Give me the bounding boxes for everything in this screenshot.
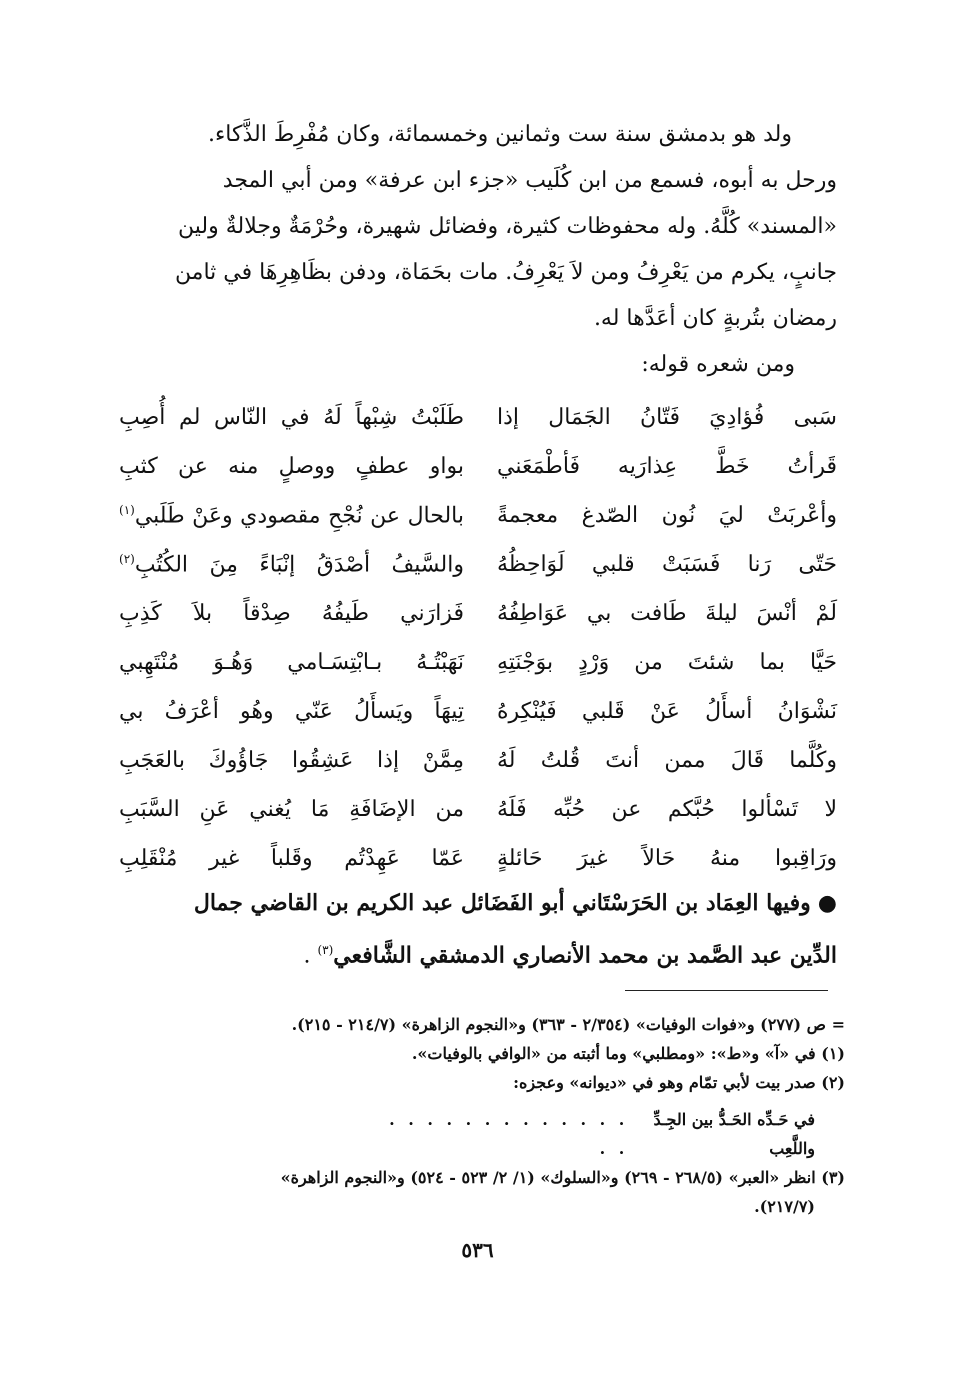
- footnote-marker: (١): [119, 503, 135, 517]
- verse-second-hemistich: تِيهَاً ويَسأَلُ عَنّي وهُو أعْرَفُ بي: [119, 699, 464, 724]
- poem: [119, 405, 837, 895]
- bio-text: الدِّين عبد الصَّمد بن محمد الأنصاري الدمشقي الشَّافعي: [333, 942, 837, 969]
- prose-line: ولد هو بدمشق سنة ست وثمانين وخمسمائة، وكان مُفْرِطَ الذَّكاء.: [207, 122, 792, 147]
- verse-first-hemistich: حَيَّا بما شئتَ من وَرْدٍ بوَجْنَتِهِ: [497, 650, 837, 675]
- bio-line: [119, 880, 837, 927]
- prose-block: [119, 112, 837, 388]
- verse-second-hemistich: [119, 503, 464, 528]
- footnote-marker: (٣): [317, 943, 334, 957]
- verse: [119, 405, 837, 454]
- footnote-divider: [625, 990, 828, 991]
- footnote-3: (٣) انظر «العبر» (٢٦٨/٥ - ٢٦٩) و«السلوك» (١/ ٢/ ٥٢٣ - ٥٢٤) و«النجوم الزاهرة»: [280, 1168, 845, 1187]
- verse: [119, 748, 837, 797]
- ellipsis-dots: . . . . . . . . . . . . . . .: [389, 1110, 629, 1158]
- verse-first-hemistich: نَشْوَانُ أسأَلُ عَنْ قَلبي فَيُنْكِرهُ: [497, 699, 837, 724]
- verse-first-hemistich: لا تَسْألوا حُبَّكم عن حُبِّه فَلَهُ: [497, 797, 837, 822]
- prose-line: رمضان بتُربةٍ كان أعَدَّها له.: [593, 306, 837, 331]
- biography-entry: [119, 880, 837, 979]
- verse-first-hemistich: لَمْ أنْسَ ليلةَ طَافت بي عَوَاطِفُهُ: [497, 601, 837, 626]
- verse-second-hemistich: عَمّا عَهِدْتُم وقَلباً غير مُنْقَلِبِ: [119, 846, 464, 871]
- verse-second-hemistich: نَهَبْتُـهُ بـابْتِسَـامي وَهُـوَ مُنْتَهِبي: [119, 650, 464, 675]
- bullet-icon: ●: [817, 890, 837, 916]
- verse: [119, 797, 837, 846]
- footnotes: [109, 1010, 845, 1221]
- verse: [119, 699, 837, 748]
- verse-first-hemistich: سَبى فُؤادِيَ فَتّانُ الجَمَال إذا: [497, 405, 837, 430]
- verse: [119, 454, 837, 503]
- verse-second-hemistich: مِمَّنْ إذا عَشِقُوا جَاؤُوكَ بالعَجَبِ: [119, 748, 464, 773]
- prose-line: «المسند» كُلَّهُ. وله محفوظات كثيرة، وفضائل شهيرة، وحُرْمَةٌ وجلالةٌ ولين: [178, 214, 837, 239]
- verse-first-hemistich: حَتّى رَنا فَسَبَتْ قلبي لَوَاحِظُهُ: [497, 552, 837, 577]
- bio-text: وفيها العِمَاد بن الحَرَسْتَاني أبو الفَضَائل عبد الكريم بن القاضي جمال: [193, 890, 811, 916]
- footnote-2: (٢) صدر بيت لأبي تمّام وهو في «ديوانه» وعجزه:: [513, 1073, 845, 1092]
- poem-intro: ومن شعره قوله:: [641, 352, 795, 377]
- verse-first-hemistich: قَرأتُ خَطَّ عِذارَيه فَأطْمَعَني: [497, 454, 837, 479]
- hemistich-text: والسَّيفُ أصْدَقُ إنْبَاءً مِنَ الكُتُبِ: [134, 552, 464, 578]
- verse-second-hemistich: من الإضَافَةِ مَا يُغني عَنِ السَّبَبِ: [119, 797, 464, 822]
- bio-line: [119, 927, 837, 979]
- footnote-3-cont: (٢١٧/٧).: [754, 1197, 815, 1216]
- footnote-continued: = ص (٢٧٧) و«فوات الوفيات» (٢/٣٥٤ - ٣٦٣) و«النجوم الزاهرة» (٢١٤/٧ - ٢١٥).: [291, 1015, 845, 1034]
- bio-end: .: [303, 943, 311, 969]
- verse: [119, 601, 837, 650]
- footnote-marker: (٢): [119, 552, 135, 566]
- verse: [119, 503, 837, 552]
- verse-first-hemistich: وكُلَّما قَالَ ممن أنتَ قُلتُ لَهُ: [497, 748, 837, 773]
- page-number: ٥٣٦: [461, 1238, 494, 1262]
- footnote-1: (١) في «آ» و«ط»: «ومطلبي» وما أثبته من «الوافي بالوفيات».: [411, 1044, 845, 1063]
- verse: [119, 650, 837, 699]
- verse: [119, 552, 837, 601]
- footnote-2-verse: [385, 1105, 845, 1163]
- verse-second-hemistich: بواو عطفٍ ووصلٍ منه عن كثبِ: [119, 454, 464, 479]
- prose-line: ورحل به أبوه، فسمع من ابن كُلَيب «جزء ابن عرفة» ومن أبي المجد: [222, 168, 837, 193]
- verse-second-hemistich: فَزارَني طَيفُهُ صِدْقاً بلاَ كَذِبِ: [119, 601, 464, 626]
- verse-first-hemistich: ورَاقِبوا منهُ حَالاً غيرَ حَائلةٍ: [497, 846, 837, 871]
- quoted-hemistich: في حَـدِّه الحَـدُّ بين الجِـدِّ واللَّعِب: [653, 1110, 815, 1158]
- hemistich-text: بالحال عن نُجْحِ مقصودي وعَنْ طَلَبي: [134, 503, 464, 529]
- verse-first-hemistich: وأعْربَتْ ليَ نُون الصّدغ معجمةً: [497, 503, 837, 528]
- verse-second-hemistich: طَلَبْتُ شِبْهاً لَهُ في النّاس لم أُصِبِ: [119, 405, 464, 430]
- prose-line: جانبٍ، يكرم من يَعْرِفُ ومن لاَ يَعْرِفُ. مات بحَمَاة، ودفن بظَاهِرِهَا في ثامن: [174, 260, 837, 285]
- verse-second-hemistich: [119, 552, 464, 577]
